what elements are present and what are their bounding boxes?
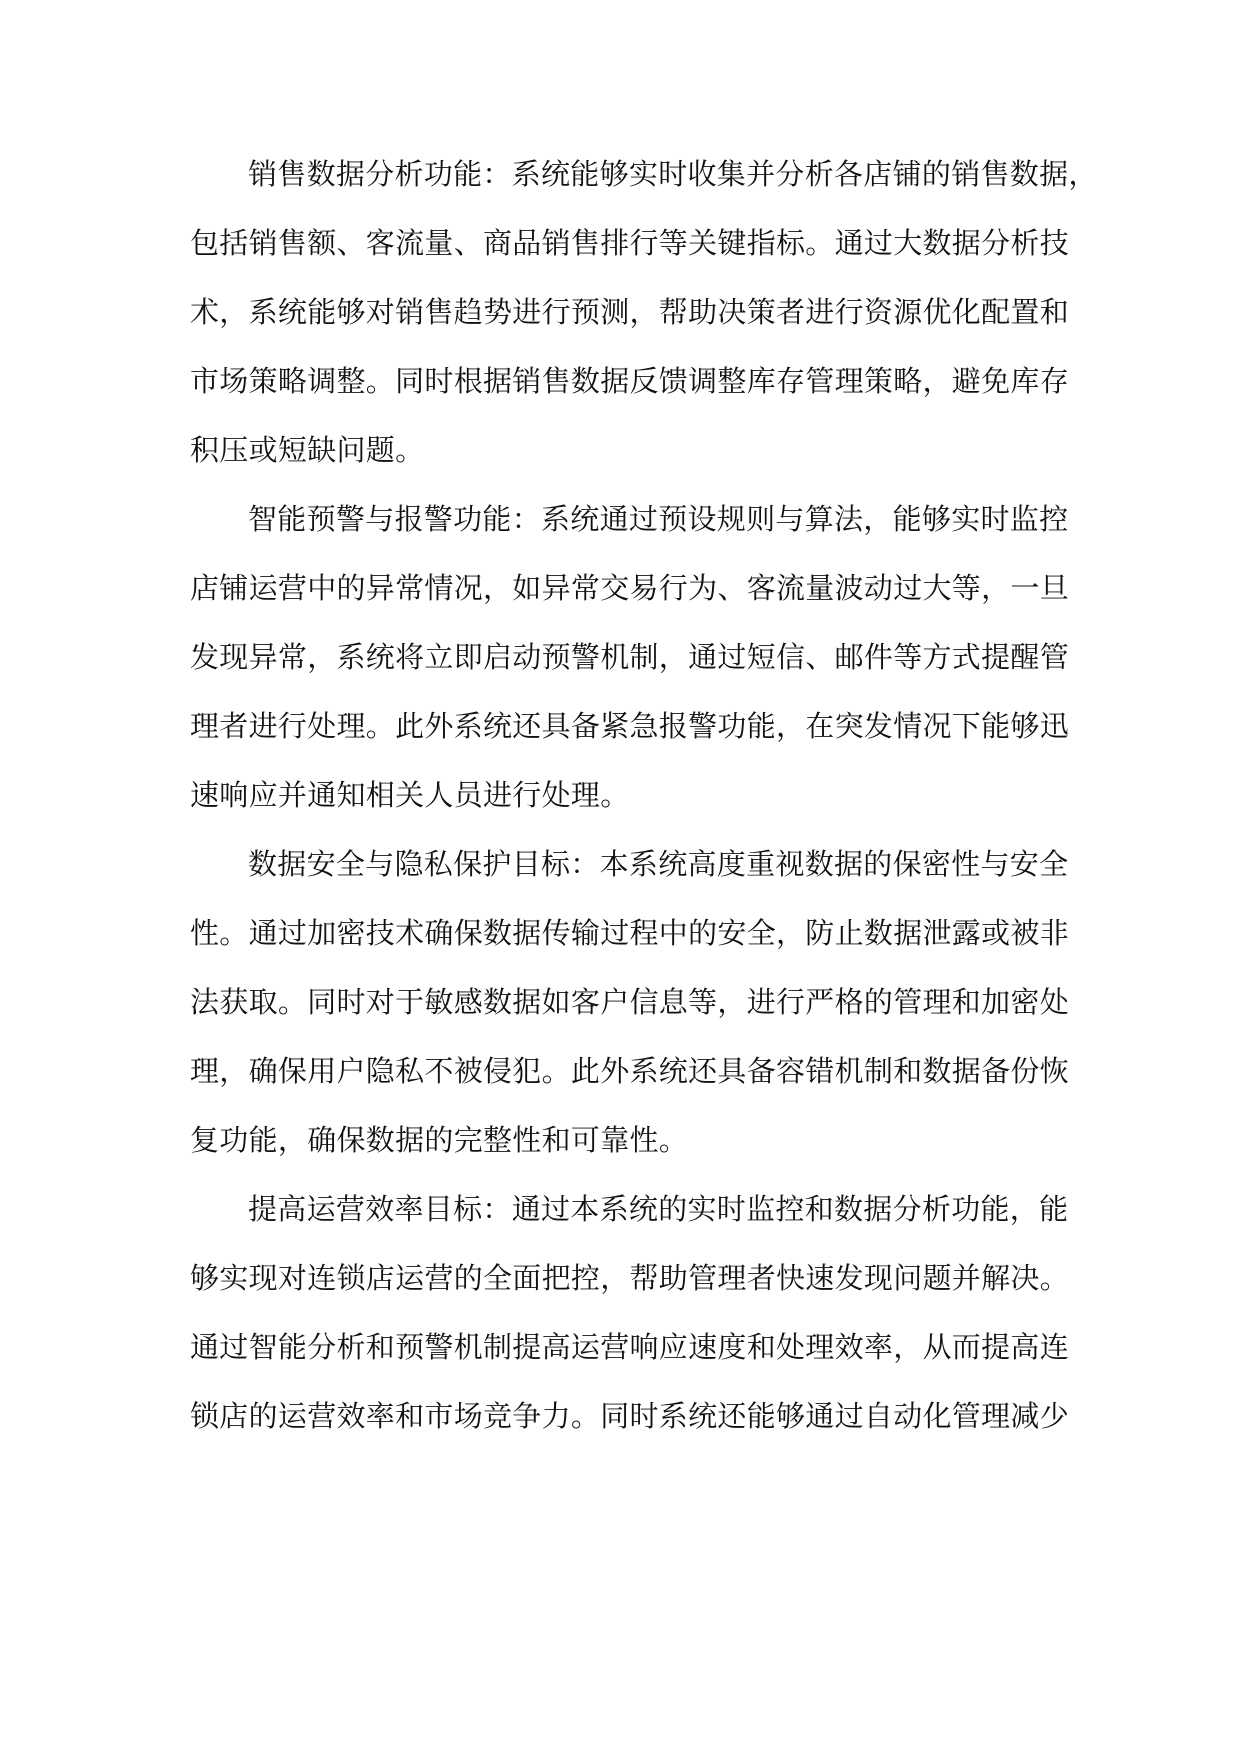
paragraph-line: 法获取。同时对于敏感数据如客户信息等，进行严格的管理和加密处 (190, 985, 1070, 1019)
paragraph-line: 店铺运营中的异常情况，如异常交易行为、客流量波动过大等，一旦 (190, 571, 1070, 605)
paragraph-line: 数据安全与隐私保护目标：本系统高度重视数据的保密性与安全 (248, 847, 1069, 881)
paragraph-line: 包括销售额、客流量、商品销售排行等关键指标。通过大数据分析技 (190, 226, 1070, 260)
paragraph-line: 理，确保用户隐私不被侵犯。此外系统还具备容错机制和数据备份恢 (190, 1054, 1070, 1088)
paragraph-line: 发现异常，系统将立即启动预警机制，通过短信、邮件等方式提醒管 (190, 640, 1070, 674)
paragraph-data-security (190, 830, 1070, 1175)
paragraph-line: 智能预警与报警功能：系统通过预设规则与算法，能够实时监控 (248, 502, 1069, 536)
paragraph-line: 理者进行处理。此外系统还具备紧急报警功能，在突发情况下能够迅 (190, 709, 1070, 743)
document-body (190, 140, 1098, 1451)
paragraph-line: 锁店的运营效率和市场竞争力。同时系统还能够通过自动化管理减少 (190, 1399, 1070, 1433)
paragraph-line: 够实现对连锁店运营的全面把控，帮助管理者快速发现问题并解决。 (190, 1261, 1070, 1295)
paragraph-smart-alerts (190, 485, 1070, 830)
paragraph-line: 销售数据分析功能：系统能够实时收集并分析各店铺的销售数据， (248, 157, 1098, 191)
paragraph-line: 市场策略调整。同时根据销售数据反馈调整库存管理策略，避免库存 (190, 364, 1070, 398)
paragraph-line: 速响应并通知相关人员进行处理。 (190, 778, 630, 812)
paragraph-line: 积压或短缺问题。 (190, 433, 425, 467)
paragraph-line: 性。通过加密技术确保数据传输过程中的安全，防止数据泄露或被非 (190, 916, 1070, 950)
paragraph-operational-efficiency (190, 1175, 1070, 1451)
paragraph-sales-analysis (190, 140, 1098, 485)
paragraph-line: 通过智能分析和预警机制提高运营响应速度和处理效率，从而提高连 (190, 1330, 1070, 1364)
paragraph-line: 复功能，确保数据的完整性和可靠性。 (190, 1123, 689, 1157)
paragraph-line: 术，系统能够对销售趋势进行预测，帮助决策者进行资源优化配置和 (190, 295, 1070, 329)
paragraph-line: 提高运营效率目标：通过本系统的实时监控和数据分析功能，能 (248, 1192, 1069, 1226)
